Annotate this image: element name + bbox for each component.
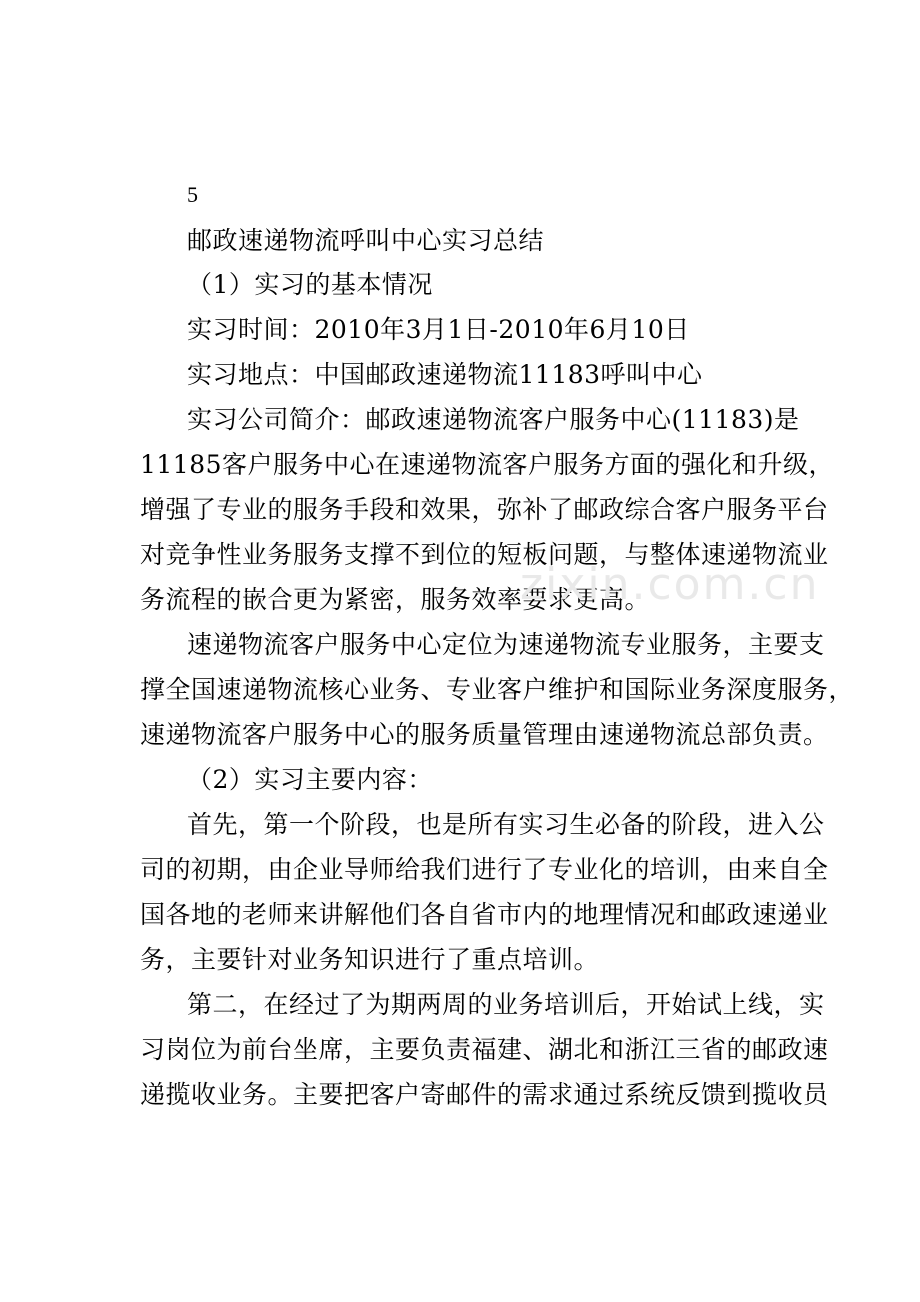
watermark: zixin.com.cn [520,559,820,610]
position-line: 速递物流客户服务中心定位为速递物流专业服务，主要支 [187,630,825,659]
intro-line: 11185客户服务中心在速递物流客户服务方面的强化和升级， [140,450,835,479]
section-heading-main-content: （2）实习主要内容： [187,765,433,794]
intro-line: 对竞争性业务服务支撑不到位的短板问题，与整体速递物流业 [140,540,829,569]
section-heading-basic-info: （1）实习的基本情况 [187,270,433,299]
second-stage-line: 递揽收业务。主要把客户寄邮件的需求通过系统反馈到揽收员 [140,1080,829,1109]
document-title: 邮政速递物流呼叫中心实习总结 [187,226,545,255]
position-line: 速递物流客户服务中心的服务质量管理由速递物流总部负责。 [140,720,829,749]
intro-line: 务流程的嵌合更为紧密，服务效率要求更高。 [140,585,651,614]
position-line: 撑全国速递物流核心业务、专业客户维护和国际业务深度服务， [140,675,855,704]
first-stage-line: 首先，第一个阶段，也是所有实习生必备的阶段，进入公 [187,810,825,839]
intro-line: 增强了专业的服务手段和效果，弥补了邮政综合客户服务平台 [140,495,829,524]
first-stage-line: 国各地的老师来讲解他们各自省市内的地理情况和邮政速递业 [140,900,829,929]
intro-line: 实习公司简介：邮政速递物流客户服务中心(11183)是 [187,405,800,434]
second-stage-line: 第二，在经过了为期两周的业务培训后，开始试上线，实 [187,990,825,1019]
first-stage-line: 务，主要针对业务知识进行了重点培训。 [140,945,600,974]
page-number: 5 [187,182,198,207]
first-stage-line: 司的初期，由企业导师给我们进行了专业化的培训，由来自全 [140,855,829,884]
internship-time: 实习时间：2010年3月1日-2010年6月10日 [187,315,690,344]
second-stage-line: 习岗位为前台坐席，主要负责福建、湖北和浙江三省的邮政速 [140,1035,829,1064]
internship-place: 实习地点：中国邮政速递物流11183呼叫中心 [187,360,703,389]
